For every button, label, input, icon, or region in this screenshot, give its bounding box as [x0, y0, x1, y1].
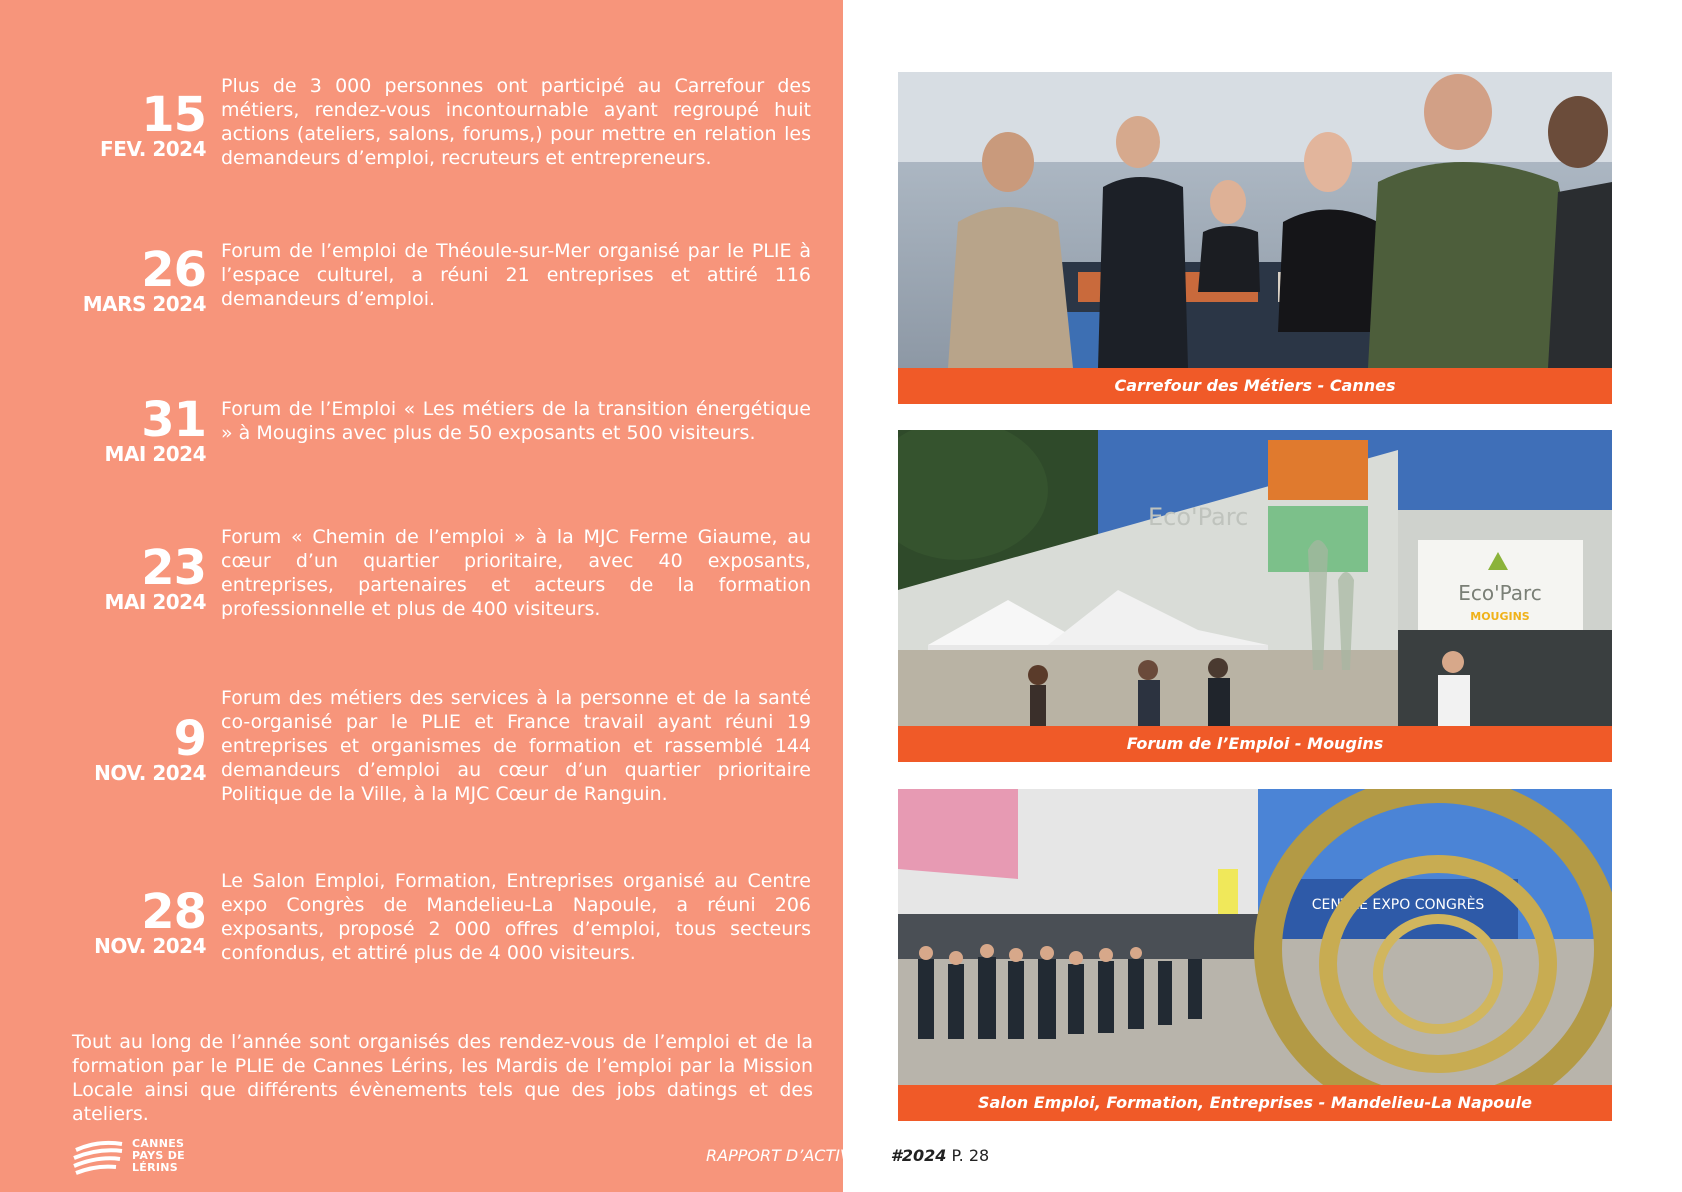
photo-card-mandelieu [898, 789, 1612, 1121]
page-footer [706, 1146, 989, 1165]
event-date [70, 540, 206, 614]
event-month: NOV. 2024 [94, 761, 206, 785]
wave-logo-icon [72, 1138, 124, 1176]
footer-year: #2024 [890, 1146, 947, 1165]
photo-salon-emploi-mandelieu [898, 789, 1612, 1085]
logo-line: CANNES [132, 1137, 185, 1150]
logo-line: PAYS DE [132, 1149, 185, 1162]
event-day: 15 [141, 87, 206, 143]
event-description: Forum de l’emploi de Théoule-sur-Mer organisé par le PLIE à l’espace culturel, a réuni 21 entreprises et attiré 116 demandeurs d’emploi. [221, 240, 811, 310]
photo-carrefour-des-metiers [898, 72, 1612, 368]
event-month: MAI 2024 [104, 442, 206, 466]
event-day: 23 [141, 540, 206, 596]
photo-caption: Forum de l’Emploi - Mougins [898, 726, 1612, 762]
event-month: MAI 2024 [104, 590, 206, 614]
logo-line: LÉRINS [132, 1161, 179, 1174]
event-description: Le Salon Emploi, Formation, Entreprises organisé au Centre expo Congrès de Mandelieu-La Napoule, a réuni 206 exposants, proposé 2 000 offres d’emploi, tous secteurs confondus, et attiré plus de 4 000 visiteurs. [221, 870, 811, 964]
event-description: Forum « Chemin de l’emploi » à la MJC Ferme Giaume, au cœur d’un quartier prioritaire, avec 40 exposants, entreprises, partenaires et acteurs de la formation professionnelle et plus de 400 visiteurs. [221, 526, 811, 620]
photo-card-mougins [898, 430, 1612, 762]
eco-parc-board-text: Eco'Parc [1458, 581, 1542, 605]
event-day: 9 [173, 711, 206, 767]
photo-illustration [898, 72, 1612, 368]
event-date [70, 711, 206, 785]
event-month: MARS 2024 [82, 292, 206, 316]
cannes-pays-de-lerins-logo [72, 1136, 202, 1178]
photo-illustration [898, 430, 1612, 726]
photo-caption: Salon Emploi, Formation, Entreprises - Mandelieu-La Napoule [898, 1085, 1612, 1121]
photo-illustration [898, 789, 1612, 1085]
summary-paragraph: Tout au long de l’année sont organisés des rendez-vous de l’emploi et de la formation par le PLIE de Cannes Lérins, les Mardis de l’emploi par la Mission Locale ainsi que différents évènements tels que des jobs datings et des ateliers. [72, 1031, 813, 1125]
eco-parc-wall-text: Eco'Parc [1148, 503, 1249, 531]
event-month: FEV. 2024 [100, 137, 206, 161]
photo-card-carrefour [898, 72, 1612, 404]
event-description: Forum de l’Emploi « Les métiers de la transition énergétique » à Mougins avec plus de 50 exposants et 500 visiteurs. [221, 398, 811, 444]
event-date [70, 884, 206, 958]
photo-caption: Carrefour des Métiers - Cannes [898, 368, 1612, 404]
event-date [70, 87, 206, 161]
mougins-board-text: MOUGINS [1470, 610, 1530, 623]
event-day: 31 [141, 392, 206, 448]
event-month: NOV. 2024 [94, 934, 206, 958]
centre-expo-sign: CENTRE EXPO CONGRÈS [1311, 897, 1485, 913]
event-description: Plus de 3 000 personnes ont participé au Carrefour des métiers, rendez-vous incontournable ayant regroupé huit actions (ateliers, salons, forums,) pour mettre en relation les demandeurs d’emploi, recruteurs et entrepreneurs. [221, 75, 811, 169]
event-date [70, 392, 206, 466]
event-day: 28 [141, 884, 206, 940]
footer-page-number: P. 28 [946, 1146, 990, 1165]
event-date [70, 242, 206, 316]
logo-text [132, 1138, 185, 1174]
photo-forum-emploi-mougins [898, 430, 1612, 726]
footer-report-label: RAPPORT D’ACTIVITÉS [706, 1146, 891, 1165]
event-description: Forum des métiers des services à la personne et de la santé co-organisé par le PLIE et France travail ayant réuni 19 entreprises et organismes de formation et rassemblé 144 demandeurs d’emploi au cœur d’un quartier prioritaire Politique de la Ville, à la MJC Cœur de Ranguin. [221, 687, 811, 805]
event-day: 26 [141, 242, 206, 298]
